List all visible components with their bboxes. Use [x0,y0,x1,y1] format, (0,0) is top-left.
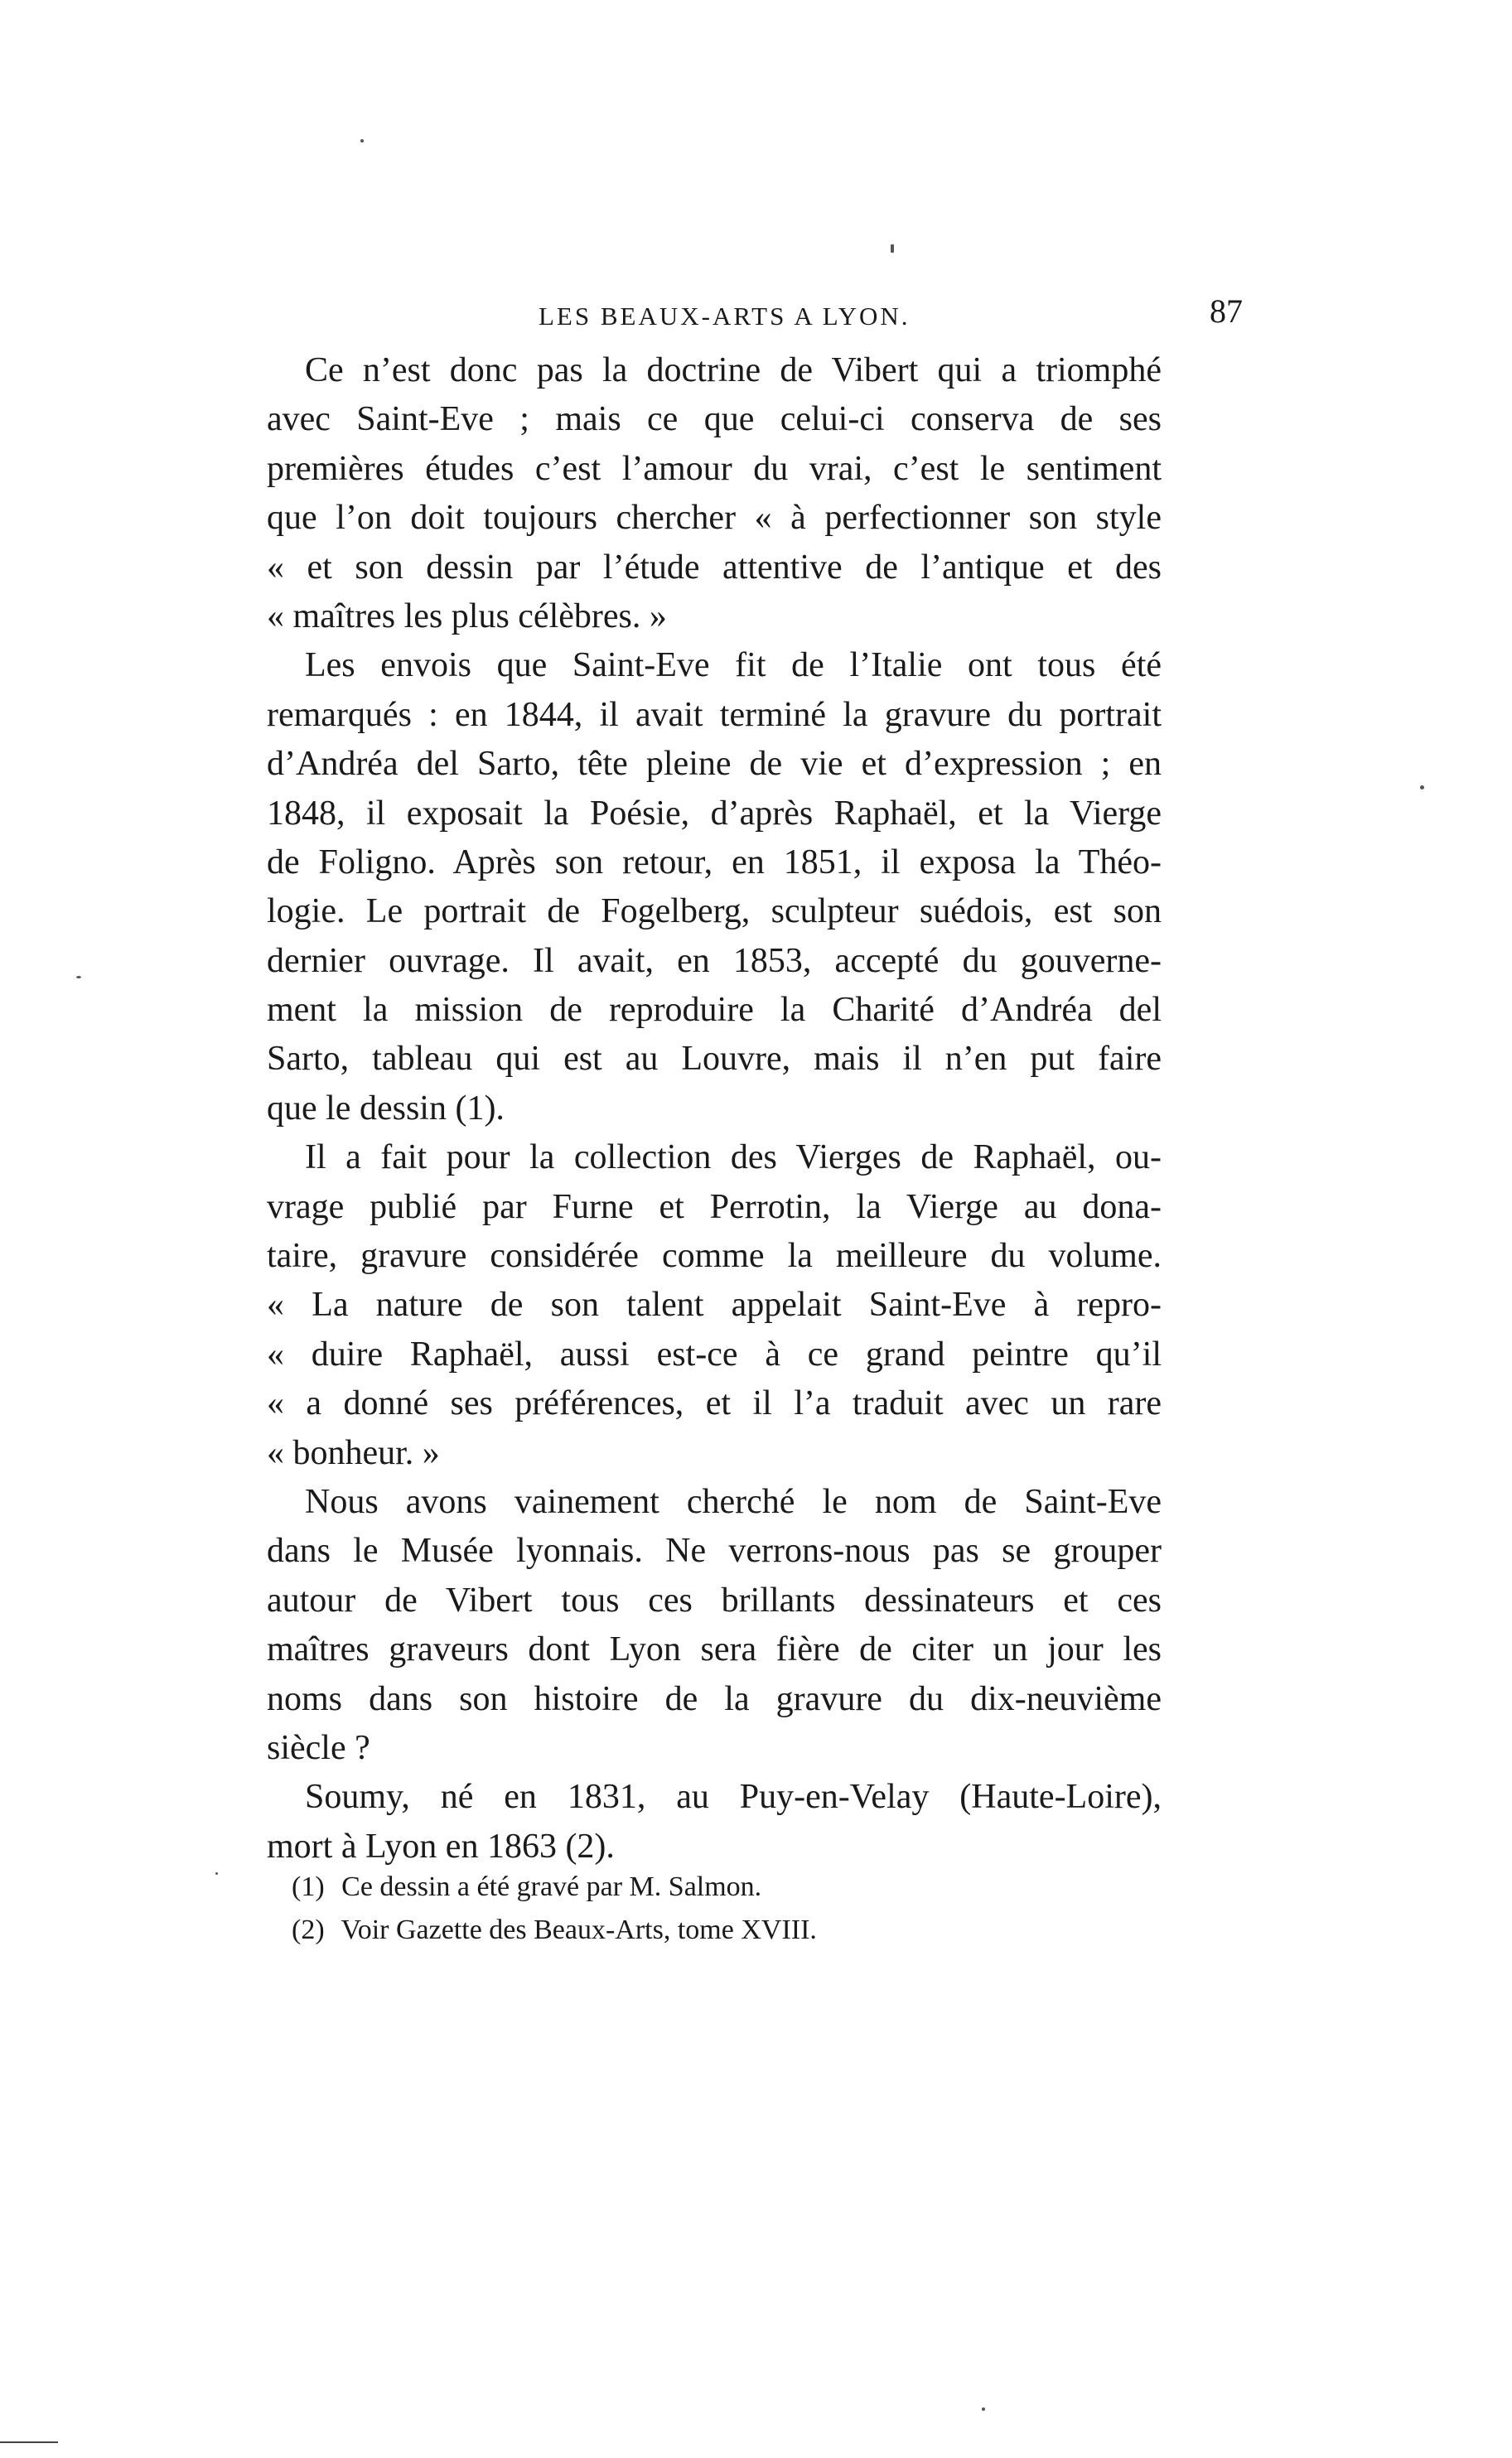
text-line: « et son dessin par l’étude attentive de l’antique et des [267,548,1162,587]
text-line: ment la mission de reproduire la Charité d’Andréa del [267,991,1162,1030]
text-line: avec Saint-Eve ; mais ce que celui-ci conserva de ses [267,400,1162,439]
text-line: mort à Lyon en 1863 (2). [267,1827,615,1866]
scan-edge-mark [0,2441,58,2443]
text-line: de Foligno. Après son retour, en 1851, il exposa la Théo- [267,843,1162,881]
text-line: dans le Musée lyonnais. Ne verrons-nous pas se grouper [267,1532,1162,1571]
footnote-mark: (1) [292,1871,325,1902]
text-line: Sarto, tableau qui est au Louvre, mais il n’en put faire [267,1040,1162,1079]
text-line: siècle ? [267,1728,370,1767]
print-speck [1420,785,1424,790]
text-line: Il a fait pour la collection des Vierges de Raphaël, ou- [305,1138,1162,1177]
text-line: « duire Raphaël, aussi est-ce à ce grand peintre qu’il [267,1335,1162,1374]
text-line: taire, gravure considérée comme la meilleure du volume. [267,1237,1162,1276]
text-line: dernier ouvrage. Il avait, en 1853, accepté du gouverne- [267,941,1162,980]
text-line: noms dans son histoire de la gravure du dix-neuvième [267,1679,1162,1718]
text-line: « bonheur. » [267,1433,440,1472]
text-line: d’Andréa del Sarto, tête pleine de vie et d’expression ; en [267,745,1162,784]
text-line: vrage publié par Furne et Perrotin, la Vierge au dona- [267,1187,1162,1226]
footnote-text: Ce dessin a été gravé par M. Salmon. [341,1871,762,1902]
text-line: « a donné ses préférences, et il l’a traduit avec un rare [267,1384,1162,1423]
page-number: 87 [1210,292,1243,330]
running-head [265,292,1243,341]
footnotes [292,1866,1162,1952]
text-line: Nous avons vainement cherché le nom de Saint-Eve [305,1482,1162,1521]
print-speck [982,2407,985,2411]
text-line: maîtres graveurs dont Lyon sera fière de citer un jour les [267,1630,1162,1669]
text-line: que le dessin (1). [267,1089,505,1128]
text-line: Ce n’est donc pas la doctrine de Vibert qui a triomphé [305,351,1162,389]
footnote-text: Voir Gazette des Beaux-Arts, tome XVIII. [341,1915,817,1945]
footnote [292,1866,1162,1909]
text-line: Soumy, né en 1831, au Puy-en-Velay (Haute-Loire), [305,1778,1162,1817]
text-line: autour de Vibert tous ces brillants dessinateurs et ces [267,1581,1162,1620]
text-line: « maîtres les plus célèbres. » [267,596,667,635]
body-text [267,346,1162,1871]
print-speck [76,976,81,978]
print-speck [215,1872,218,1875]
print-speck [360,139,364,142]
text-line: Les envois que Saint-Eve fit de l’Italie ont tous été [305,646,1162,685]
footnote [292,1909,1162,1952]
text-line: « La nature de son talent appelait Saint-Eve à repro- [267,1286,1162,1325]
text-line: logie. Le portrait de Fogelberg, sculpteur suédois, est son [267,892,1162,931]
footnote-mark: (2) [292,1915,325,1945]
print-speck [891,244,894,253]
text-line: remarqués : en 1844, il avait terminé la gravure du portrait [267,695,1162,734]
running-title: LES BEAUX-ARTS A LYON. [539,302,911,331]
text-line: que l’on doit toujours chercher « à perfectionner son style [267,499,1162,538]
text-line: 1848, il exposait la Poésie, d’après Raphaël, et la Vierge [267,794,1162,833]
text-line: premières études c’est l’amour du vrai, c’est le sentiment [267,449,1162,488]
